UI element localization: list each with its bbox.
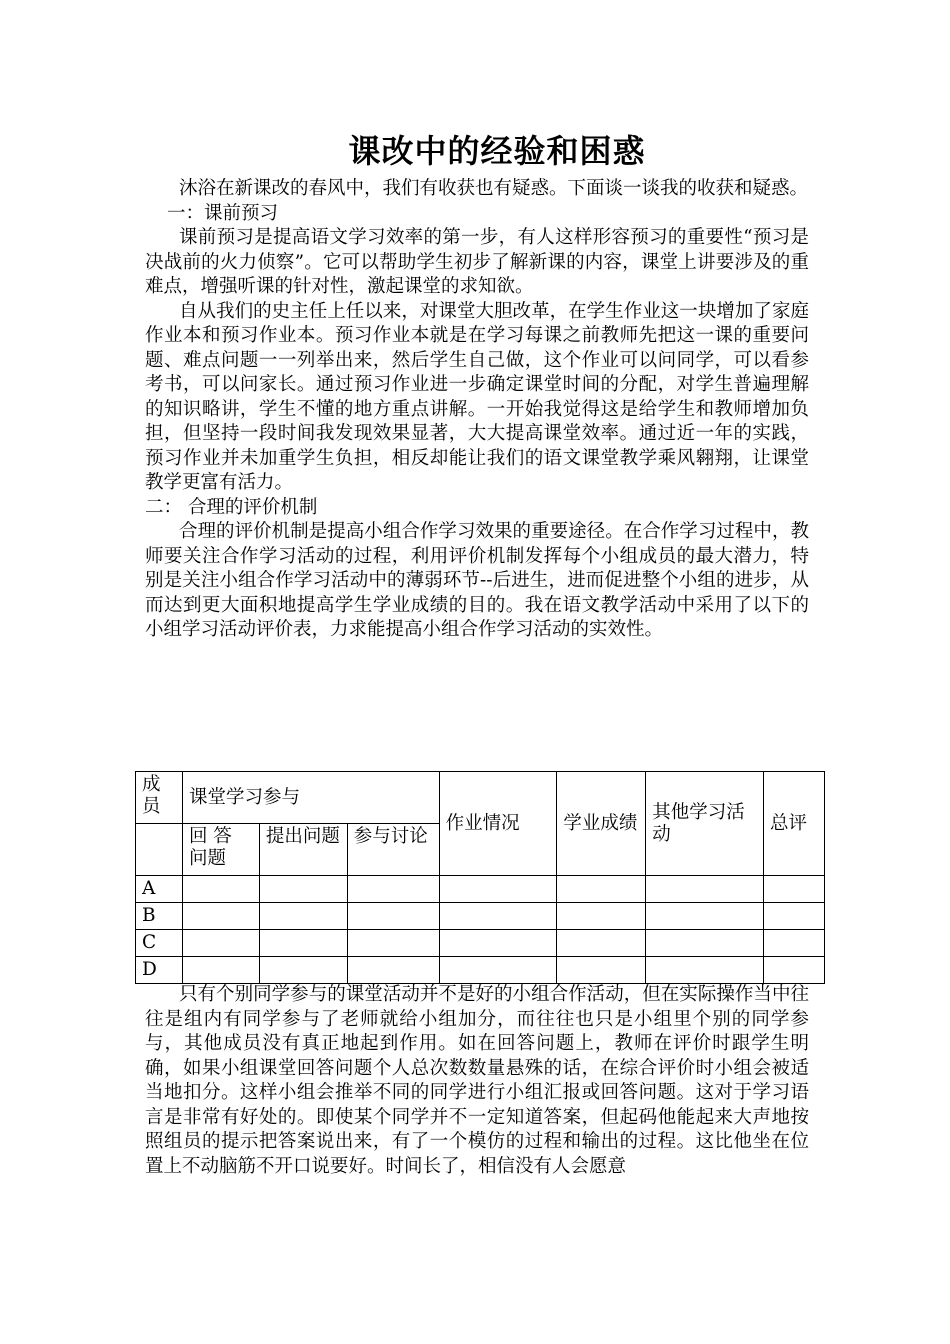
evaluation-table	[135, 771, 825, 984]
section-1-paragraph-2: 自从我们的史主任上任以来，对课堂大胆改革，在学生作业这一块增加了家庭作业本和预习作业本。预习作业本就是在学习每课之前教师先把这一课的重要问题、难点问题一一列举出来，然后学生自己做，这个作业可以问同学，可以看参考书，可以问家长。通过预习作业进一步确定课堂时间的分配，对学生普遍理解的知识略讲，学生不懂的地方重点讲解。一开始我觉得这是给学生和教师增加负担，但坚持一段时间我发现效果显著，大大提高课堂效率。通过近一年的实践，预习作业并未加重学生负担，相反却能让我们的语文课堂教学乘风翱翔，让课堂教学更富有活力。	[145, 300, 809, 493]
section-1-heading: 一：课前预习	[167, 202, 279, 224]
header-grades: 学业成绩	[557, 772, 646, 876]
header-other: 其他学习活动	[646, 772, 764, 876]
section-2-heading: 二： 合理的评价机制	[145, 496, 318, 518]
header-homework: 作业情况	[439, 772, 557, 876]
intro-paragraph: 沐浴在新课改的春风中，我们有收获也有疑惑。下面谈一谈我的收获和疑惑。	[179, 178, 809, 199]
after-table-paragraph: 只有个别同学参与的课堂活动并不是好的小组合作活动，但在实际操作当中往往是组内有同学参与了老师就给小组加分，而往往也只是小组里个别的同学参与，其他成员没有真正地起到作用。如在回答问题上，教师在评价时跟学生明确，如果小组课堂回答问题个人总次数数量悬殊的话，在综合评价时小组会被适当地扣分。这样小组会推举不同的同学进行小组汇报或回答问题。这对于学习语言是非常有好处的。即使某个同学并不一定知道答案，但起码他能起来大声地按照组员的提示把答案说出来，有了一个模仿的过程和输出的过程。这比他坐在位置上不动脑筋不开口说要好。时间长了，相信没有人会愿意	[145, 984, 809, 1177]
row-label-a: A	[136, 876, 183, 903]
header-member: 成员	[136, 772, 183, 824]
row-label-c: C	[136, 930, 183, 957]
header-overall: 总评	[764, 772, 825, 876]
header-blank	[136, 824, 183, 876]
header-ask: 提出问题	[259, 824, 347, 876]
header-answer: 回 答 问题	[182, 824, 259, 876]
header-classroom: 课堂学习参与	[182, 772, 439, 824]
row-label-d: D	[136, 957, 183, 984]
document-title: 课改中的经验和困惑	[348, 132, 646, 170]
section-1-paragraph-1: 课前预习是提高语文学习效率的第一步，有人这样形容预习的重要性“预习是决战前的火力侦察”。它可以帮助学生初步了解新课的内容，课堂上讲要涉及的重难点，增强听课的针对性，激起课堂的求知欲。	[145, 227, 809, 297]
row-label-b: B	[136, 903, 183, 930]
document-body	[145, 125, 809, 643]
header-discuss: 参与讨论	[347, 824, 439, 876]
section-2-paragraph-1: 合理的评价机制是提高小组合作学习效果的重要途径。在合作学习过程中，教师要关注合作学习活动的过程，利用评价机制发挥每个小组成员的最大潜力，特别是关注小组合作学习活动中的薄弱环节--后进生，进而促进整个小组的进步，从而达到更大面积地提高学生学业成绩的目的。我在语文教学活动中采用了以下的小组学习活动评价表，力求能提高小组合作学习活动的实效性。	[145, 521, 809, 640]
after-table-section	[145, 983, 809, 1179]
